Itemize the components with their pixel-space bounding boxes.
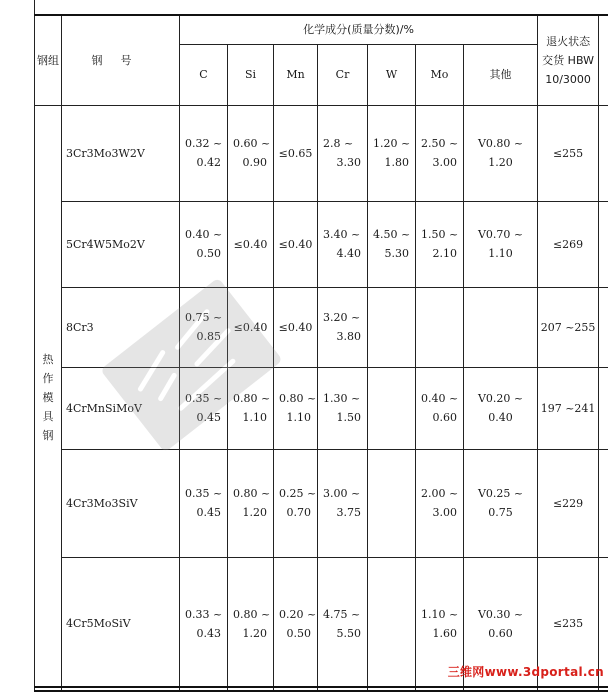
range-low: 0.40 ~ xyxy=(416,389,463,408)
steel-grade: 8Cr3 xyxy=(62,287,180,367)
overflow-cell xyxy=(599,367,608,449)
table-row xyxy=(35,449,608,557)
cell-hardness: 207 ~255 xyxy=(538,287,599,367)
range-high: 3.80 xyxy=(318,327,367,346)
range-high: 3.30 xyxy=(318,153,367,172)
range-low: 0.80 ~ xyxy=(274,389,317,408)
cell-cr xyxy=(318,367,368,449)
range-low: 0.20 ~ xyxy=(274,605,317,624)
range-low: 1.30 ~ xyxy=(318,389,367,408)
range-high: 1.60 xyxy=(416,624,463,643)
cell-c xyxy=(180,287,228,367)
cell-w xyxy=(368,367,416,449)
bottom-rule xyxy=(34,686,608,688)
cell-c xyxy=(180,367,228,449)
range-high: 0.60 xyxy=(416,408,463,427)
cell-other: V0.70 ~ 1.10 xyxy=(464,201,538,287)
cell-mo xyxy=(416,449,464,557)
cell-c xyxy=(180,105,228,201)
cell-hardness: ≤269 xyxy=(538,201,599,287)
header-element-3: Cr xyxy=(318,44,368,105)
range-high: 0.50 xyxy=(274,624,317,643)
range-high: 0.45 xyxy=(180,503,227,522)
range-low: 0.35 ~ xyxy=(180,389,227,408)
header-element-6: 其他 xyxy=(464,44,538,105)
range-low: 1.20 ~ xyxy=(368,134,415,153)
header-annealed-hardness: 退火状态 交货 HBW 10/3000 xyxy=(538,15,599,105)
steel-spec-table xyxy=(34,14,608,692)
range-high: 0.45 xyxy=(180,408,227,427)
range-high: 1.10 xyxy=(274,408,317,427)
cell-other: V0.80 ~ 1.20 xyxy=(464,105,538,201)
steel-group-char: 作 xyxy=(35,369,61,388)
range-low: 0.80 ~ xyxy=(228,389,273,408)
cell-w xyxy=(368,557,416,691)
range-high: 3.75 xyxy=(318,503,367,522)
steel-group-char: 具 xyxy=(35,407,61,426)
header-element-0: C xyxy=(180,44,228,105)
header-element-4: W xyxy=(368,44,416,105)
range-low: 0.80 ~ xyxy=(228,484,273,503)
cell-cr xyxy=(318,287,368,367)
cell-w xyxy=(368,287,416,367)
steel-grade: 4Cr3Mo3SiV xyxy=(62,449,180,557)
cell-mn xyxy=(274,449,318,557)
table-row xyxy=(35,105,608,201)
range-low: 0.32 ~ xyxy=(180,134,227,153)
range-low: 2.8 ~ xyxy=(318,134,367,153)
cell-mn: ≤0.40 xyxy=(274,287,318,367)
cell-si xyxy=(228,367,274,449)
range-low: 0.60 ~ xyxy=(228,134,273,153)
range-high: 0.90 xyxy=(228,153,273,172)
header-element-5: Mo xyxy=(416,44,464,105)
range-high: 0.85 xyxy=(180,327,227,346)
cell-other xyxy=(464,287,538,367)
cell-hardness: ≤255 xyxy=(538,105,599,201)
cell-w xyxy=(368,449,416,557)
header-element-2: Mn xyxy=(274,44,318,105)
cell-c xyxy=(180,201,228,287)
cell-hardness: ≤229 xyxy=(538,449,599,557)
overflow-cell xyxy=(599,105,608,201)
cell-si: ≤0.40 xyxy=(228,287,274,367)
footer-watermark: 三维网www.3dportal.cn xyxy=(448,663,604,680)
steel-grade: 4Cr5MoSiV xyxy=(62,557,180,691)
left-rule xyxy=(34,0,35,14)
range-high: 1.10 xyxy=(228,408,273,427)
steel-grade: 4CrMnSiMoV xyxy=(62,367,180,449)
cell-c xyxy=(180,557,228,691)
range-low: 0.35 ~ xyxy=(180,484,227,503)
range-high: 5.30 xyxy=(368,244,415,263)
cell-cr xyxy=(318,557,368,691)
header-overflow-column xyxy=(599,15,608,105)
range-low: 2.50 ~ xyxy=(416,134,463,153)
range-high: 1.20 xyxy=(228,624,273,643)
cell-mo xyxy=(416,367,464,449)
header-element-1: Si xyxy=(228,44,274,105)
cell-si xyxy=(228,105,274,201)
cell-hardness: ≤235 xyxy=(538,557,599,691)
range-low: 2.00 ~ xyxy=(416,484,463,503)
cell-mo xyxy=(416,287,464,367)
cell-cr xyxy=(318,449,368,557)
range-low: 4.75 ~ xyxy=(318,605,367,624)
cell-mo xyxy=(416,201,464,287)
range-high: 0.43 xyxy=(180,624,227,643)
cell-si: ≤0.40 xyxy=(228,201,274,287)
cell-hardness: 197 ~241 xyxy=(538,367,599,449)
cell-mo xyxy=(416,105,464,201)
overflow-cell xyxy=(599,287,608,367)
range-low: 3.40 ~ xyxy=(318,225,367,244)
range-high: 1.20 xyxy=(228,503,273,522)
cell-si xyxy=(228,449,274,557)
cell-w xyxy=(368,201,416,287)
header-grade-label: 钢号 xyxy=(62,15,180,105)
range-high: 5.50 xyxy=(318,624,367,643)
range-low: 1.10 ~ xyxy=(416,605,463,624)
range-low: 0.25 ~ xyxy=(274,484,317,503)
cell-mn: ≤0.65 xyxy=(274,105,318,201)
range-high: 0.70 xyxy=(274,503,317,522)
range-low: 0.75 ~ xyxy=(180,308,227,327)
cell-other: V0.20 ~ 0.40 xyxy=(464,367,538,449)
overflow-cell xyxy=(599,449,608,557)
cell-cr xyxy=(318,201,368,287)
steel-group-char: 模 xyxy=(35,388,61,407)
range-low: 3.20 ~ xyxy=(318,308,367,327)
cell-other: V0.25 ~ 0.75 xyxy=(464,449,538,557)
cell-w xyxy=(368,105,416,201)
range-low: 1.50 ~ xyxy=(416,225,463,244)
range-low: 0.40 ~ xyxy=(180,225,227,244)
range-high: 3.00 xyxy=(416,503,463,522)
range-low: 4.50 ~ xyxy=(368,225,415,244)
steel-group-char: 热 xyxy=(35,350,61,369)
header-group-label: 钢组 xyxy=(35,15,62,105)
table-row xyxy=(35,287,608,367)
range-low: 0.33 ~ xyxy=(180,605,227,624)
range-high: 1.80 xyxy=(368,153,415,172)
cell-c xyxy=(180,449,228,557)
cell-si xyxy=(228,557,274,691)
cell-mn xyxy=(274,557,318,691)
range-high: 0.42 xyxy=(180,153,227,172)
range-high: 4.40 xyxy=(318,244,367,263)
steel-grade: 3Cr3Mo3W2V xyxy=(62,105,180,201)
range-high: 2.10 xyxy=(416,244,463,263)
range-high: 1.50 xyxy=(318,408,367,427)
table-row xyxy=(35,367,608,449)
range-low: 3.00 ~ xyxy=(318,484,367,503)
cell-cr xyxy=(318,105,368,201)
overflow-cell xyxy=(599,201,608,287)
steel-group-cell xyxy=(35,105,62,691)
header-chem-composition: 化学成分(质量分数)/% xyxy=(180,15,538,44)
range-high: 3.00 xyxy=(416,153,463,172)
cell-mn: ≤0.40 xyxy=(274,201,318,287)
range-low: 0.80 ~ xyxy=(228,605,273,624)
cell-mn xyxy=(274,367,318,449)
range-high: 0.50 xyxy=(180,244,227,263)
steel-group-char: 钢 xyxy=(35,426,61,445)
table-row xyxy=(35,201,608,287)
steel-grade: 5Cr4W5Mo2V xyxy=(62,201,180,287)
cell-other: V0.30 ~ 0.60 xyxy=(464,557,538,691)
